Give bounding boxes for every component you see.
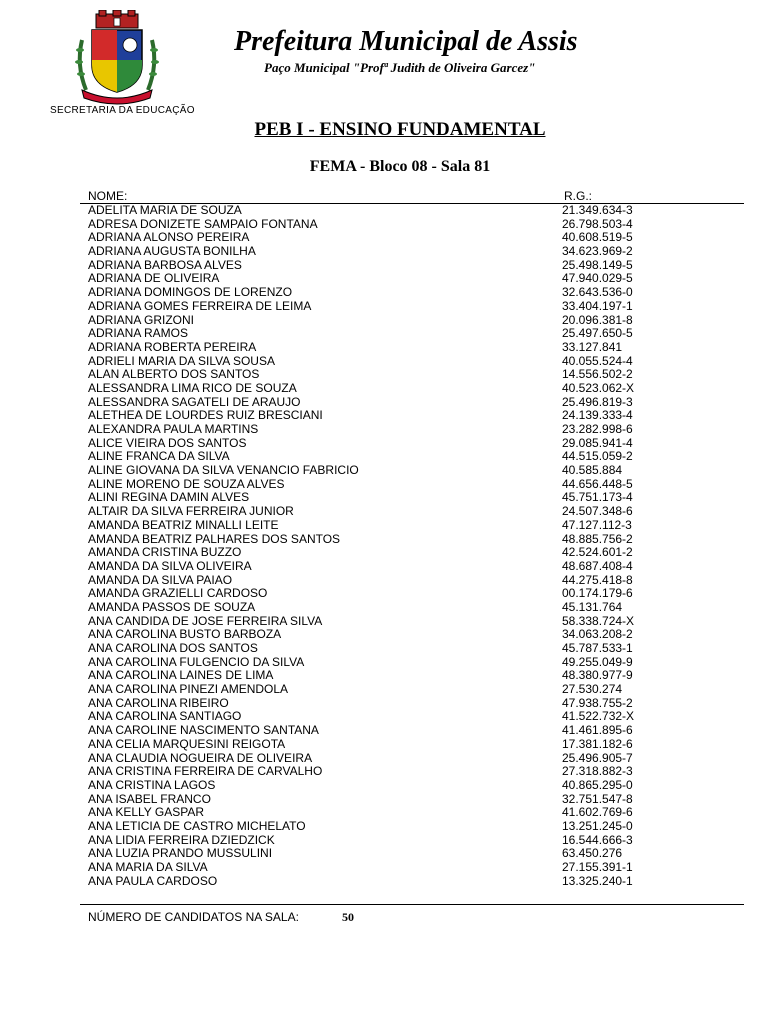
candidate-rg: 27.530.274	[562, 682, 623, 697]
candidate-rg: 33.404.197-1	[562, 298, 633, 313]
table-row	[88, 738, 688, 752]
column-header-rg: R.G.:	[564, 189, 593, 203]
candidate-name: AMANDA PASSOS DE SOUZA	[88, 599, 256, 614]
candidate-name: ADRIANA ALONSO PEREIRA	[88, 230, 250, 245]
column-header-name: NOME:	[88, 189, 128, 203]
candidate-name: ADRIANA AUGUSTA BONILHA	[88, 244, 256, 259]
candidate-name: ANA CAROLINA DOS SANTOS	[88, 641, 258, 655]
table-row	[88, 437, 688, 451]
candidate-name: ADRIANA BARBOSA ALVES	[88, 257, 242, 272]
candidate-name: ANA LUZIA PRANDO MUSSULINI	[88, 846, 273, 861]
table-row	[88, 710, 688, 724]
candidate-name: AMANDA DA SILVA OLIVEIRA	[88, 558, 252, 573]
candidate-rg: 32.751.547-8	[562, 791, 633, 806]
table-row	[88, 245, 688, 259]
candidate-rg: 48.687.408-4	[562, 558, 633, 573]
candidate-rg: 40.865.295-0	[562, 777, 633, 792]
candidate-rg: 25.496.819-3	[562, 394, 633, 409]
table-row	[88, 423, 688, 437]
candidate-rg: 27.155.391-1	[562, 860, 633, 874]
table-row	[88, 519, 688, 533]
candidate-rg: 25.498.149-5	[562, 257, 633, 272]
table-row	[88, 765, 688, 779]
table-row	[88, 300, 688, 314]
exam-location: FEMA - Bloco 08 - Sala 81	[309, 158, 491, 175]
candidate-rg: 47.938.755-2	[562, 695, 633, 710]
candidate-name: ANA CELIA MARQUESINI REIGOTA	[88, 736, 286, 751]
candidate-rg: 33.127.841	[562, 339, 623, 354]
table-row	[88, 683, 688, 697]
table-row	[88, 628, 688, 642]
candidate-rg: 44.515.059-2	[562, 449, 633, 464]
table-row	[88, 847, 688, 861]
candidate-rg: 49.255.049-9	[562, 654, 633, 669]
candidate-name: ANA CLAUDIA NOGUEIRA DE OLIVEIRA	[88, 750, 313, 765]
municipal-coat-of-arms-icon	[72, 10, 162, 105]
candidate-rg: 44.275.418-8	[562, 572, 633, 587]
candidate-name: AMANDA BEATRIZ MINALLI LEITE	[88, 517, 279, 532]
table-row	[88, 752, 688, 766]
candidate-rg: 45.131.764	[562, 599, 623, 614]
table-row	[88, 834, 688, 848]
table-row	[88, 875, 688, 889]
document-title: PEB I - ENSINO FUNDAMENTAL	[254, 119, 546, 140]
candidate-name: ANA CAROLINA RIBEIRO	[88, 695, 229, 710]
organization-title: Prefeitura Municipal de Assis	[234, 26, 578, 57]
candidate-name: ANA CRISTINA LAGOS	[88, 777, 216, 792]
candidate-rg: 48.380.977-9	[562, 668, 633, 683]
table-row	[88, 861, 688, 875]
candidate-rg: 45.751.173-4	[562, 490, 633, 505]
candidate-name: ALESSANDRA LIMA RICO DE SOUZA	[88, 380, 297, 395]
table-row	[88, 368, 688, 382]
candidate-rg: 41.602.769-6	[562, 805, 633, 820]
candidate-name: ANA KELLY GASPAR	[88, 805, 205, 820]
candidate-rg: 47.940.029-5	[562, 271, 633, 286]
department-label: SECRETARIA DA EDUCAÇÃO	[50, 105, 195, 116]
candidate-name: ANA CAROLINE NASCIMENTO SANTANA	[88, 723, 319, 738]
table-row	[88, 382, 688, 396]
candidate-name: ALINE GIOVANA DA SILVA VENANCIO FABRICIO	[88, 463, 359, 478]
table-row	[88, 314, 688, 328]
candidate-rg: 21.349.634-3	[562, 203, 633, 217]
candidate-rg: 16.544.666-3	[562, 832, 633, 847]
candidate-rg: 34.063.208-2	[562, 627, 633, 642]
candidate-rg: 42.524.601-2	[562, 545, 633, 560]
candidate-rg: 24.139.333-4	[562, 408, 633, 423]
table-row	[88, 396, 688, 410]
table-row	[88, 560, 688, 574]
table-row	[88, 546, 688, 560]
candidate-name: ADRIANA DOMINGOS DE LORENZO	[88, 285, 293, 300]
candidate-rg: 00.174.179-6	[562, 586, 633, 601]
candidate-name: ANA CAROLINA FULGENCIO DA SILVA	[88, 654, 305, 669]
candidate-name: ADRIANA GRIZONI	[88, 312, 195, 327]
candidate-rg: 40.055.524-4	[562, 353, 633, 368]
candidate-rg: 40.608.519-5	[562, 230, 633, 245]
candidate-name: ALTAIR DA SILVA FERREIRA JUNIOR	[88, 504, 294, 519]
candidate-name: ADRIANA DE OLIVEIRA	[88, 271, 220, 286]
table-row	[88, 533, 688, 547]
candidate-rg: 17.381.182-6	[562, 736, 633, 751]
candidate-name: ANA CAROLINA PINEZI AMENDOLA	[88, 682, 289, 697]
candidate-rg: 32.643.536-0	[562, 285, 633, 300]
candidate-name: AMANDA DA SILVA PAIAO	[88, 572, 233, 587]
candidate-rg: 14.556.502-2	[562, 367, 633, 382]
candidate-rg: 20.096.381-8	[562, 312, 633, 327]
candidate-name: AMANDA CRISTINA BUZZO	[88, 545, 242, 560]
candidate-rg: 29.085.941-4	[562, 435, 633, 450]
candidate-name: ALAN ALBERTO DOS SANTOS	[88, 367, 260, 382]
footer-divider	[80, 904, 744, 905]
candidate-name: ANA PAULA CARDOSO	[88, 873, 218, 888]
candidate-name: ANA ISABEL FRANCO	[88, 791, 211, 806]
table-row	[88, 204, 688, 218]
table-row	[88, 478, 688, 492]
table-row	[88, 491, 688, 505]
table-row	[88, 355, 688, 369]
candidate-rg: 26.798.503-4	[562, 216, 633, 231]
candidate-rg: 25.496.905-7	[562, 750, 633, 765]
candidate-rg: 41.522.732-X	[562, 709, 635, 724]
candidate-name: ADRIELI MARIA DA SILVA SOUSA	[88, 353, 275, 368]
table-row	[88, 669, 688, 683]
candidate-rg: 34.623.969-2	[562, 244, 633, 259]
candidate-list	[88, 204, 688, 888]
candidate-rg: 47.127.112-3	[562, 517, 632, 532]
candidate-rg: 48.885.756-2	[562, 531, 633, 546]
table-row	[88, 793, 688, 807]
table-row	[88, 505, 688, 519]
table-row	[88, 820, 688, 834]
table-row	[88, 327, 688, 341]
table-row	[88, 806, 688, 820]
candidate-name: ALICE VIEIRA DOS SANTOS	[88, 435, 247, 450]
candidate-name: ADRIANA RAMOS	[88, 326, 189, 341]
candidate-rg: 40.523.062-X	[562, 380, 635, 395]
candidate-name: ALESSANDRA SAGATELI DE ARAUJO	[88, 394, 301, 409]
organization-subtitle: Paço Municipal "Profª Judith de Oliveira Garcez"	[264, 60, 536, 75]
candidate-name: ADRIANA ROBERTA PEREIRA	[88, 339, 257, 354]
candidate-rg: 45.787.533-1	[562, 641, 633, 655]
candidate-name: AMANDA GRAZIELLI CARDOSO	[88, 586, 268, 601]
candidate-name: ANA CRISTINA FERREIRA DE CARVALHO	[88, 764, 323, 779]
candidate-name: ALETHEA DE LOURDES RUIZ BRESCIANI	[88, 408, 323, 423]
table-row	[88, 464, 688, 478]
candidate-name: ADRIANA GOMES FERREIRA DE LEIMA	[88, 298, 312, 313]
table-row	[88, 615, 688, 629]
candidate-name: ANA CAROLINA LAINES DE LIMA	[88, 668, 274, 683]
table-row	[88, 259, 688, 273]
table-header	[88, 189, 744, 203]
candidate-name: ADELITA MARIA DE SOUZA	[88, 203, 242, 217]
table-row	[88, 779, 688, 793]
candidate-rg: 25.497.650-5	[562, 326, 633, 341]
candidate-rg: 41.461.895-6	[562, 723, 633, 738]
table-row	[88, 341, 688, 355]
candidate-name: ALINI REGINA DAMIN ALVES	[88, 490, 250, 505]
candidate-rg: 58.338.724-X	[562, 613, 635, 628]
table-row	[88, 286, 688, 300]
table-row	[88, 656, 688, 670]
candidate-count: 50	[342, 910, 354, 924]
candidate-name: AMANDA BEATRIZ PALHARES DOS SANTOS	[88, 531, 341, 546]
candidate-name: ANA LETICIA DE CASTRO MICHELATO	[88, 818, 306, 833]
table-row	[88, 231, 688, 245]
candidate-rg: 44.656.448-5	[562, 476, 633, 491]
candidate-rg: 27.318.882-3	[562, 764, 633, 779]
candidate-rg: 13.325.240-1	[562, 873, 633, 888]
candidate-rg: 40.585.884	[562, 463, 623, 478]
candidate-rg: 13.251.245-0	[562, 818, 633, 833]
table-row	[88, 724, 688, 738]
table-row	[88, 272, 688, 286]
candidate-name: ALEXANDRA PAULA MARTINS	[88, 422, 259, 436]
candidate-rg: 24.507.348-6	[562, 504, 633, 519]
candidate-name: ANA CAROLINA BUSTO BARBOZA	[88, 627, 282, 642]
candidate-name: ANA CANDIDA DE JOSE FERREIRA SILVA	[88, 613, 323, 628]
candidate-count-label: NÚMERO DE CANDIDATOS NA SALA:	[88, 910, 299, 924]
table-row	[88, 409, 688, 423]
candidate-name: ALINE FRANCA DA SILVA	[88, 449, 230, 464]
table-row	[88, 601, 688, 615]
table-row	[88, 587, 688, 601]
candidate-name: ANA CAROLINA SANTIAGO	[88, 709, 242, 724]
candidate-name: ANA LIDIA FERREIRA DZIEDZICK	[88, 832, 275, 847]
table-row	[88, 697, 688, 711]
candidate-rg: 63.450.276	[562, 846, 623, 861]
candidate-name: ALINE MORENO DE SOUZA ALVES	[88, 476, 285, 491]
table-row	[88, 218, 688, 232]
candidate-name: ADRESA DONIZETE SAMPAIO FONTANA	[88, 216, 318, 231]
table-row	[88, 450, 688, 464]
table-row	[88, 574, 688, 588]
table-row	[88, 642, 688, 656]
candidate-rg: 23.282.998-6	[562, 422, 633, 436]
candidate-name: ANA MARIA DA SILVA	[88, 860, 208, 874]
